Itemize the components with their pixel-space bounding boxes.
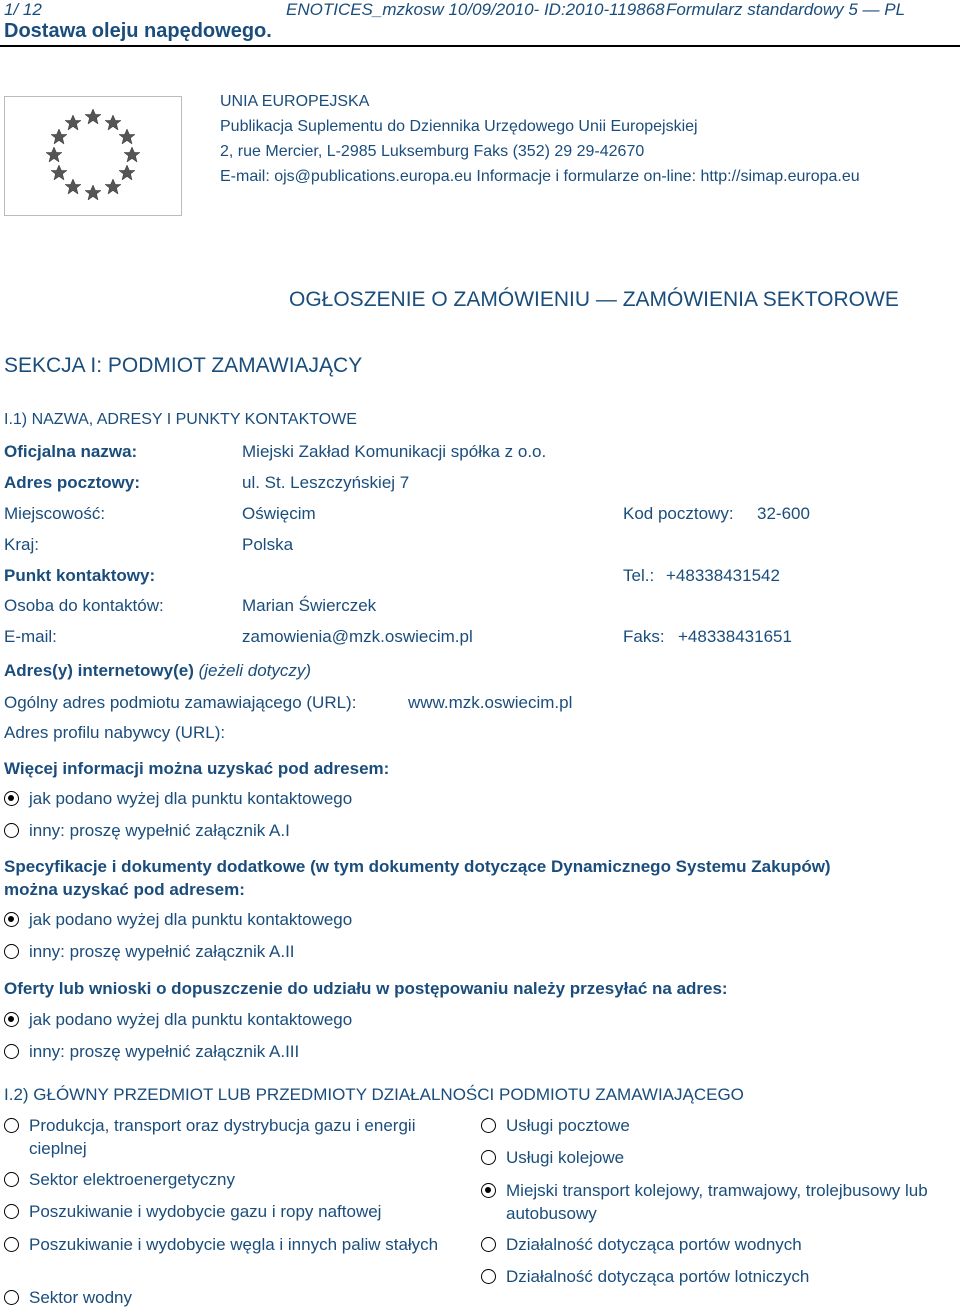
activity-right-5: Działalność dotycząca portów lotniczych [506,1267,810,1286]
activity-left-4: Poszukiwanie i wydobycie węgla i innych paliw stałych [29,1235,439,1254]
activity-left-1: Produkcja, transport oraz dystrybucja gazu i energii cieplnej [29,1116,416,1158]
more-info-radio-contact-point[interactable] [4,791,19,806]
person-value: Marian Świerczek [242,596,377,615]
activity-left-5: Sektor wodny [29,1288,132,1307]
city-label: Miejscowość: [4,504,106,523]
offers-option-2: inny: proszę wypełnić załącznik A.III [29,1042,300,1061]
activity-heading: I.2) GŁÓWNY PRZEDMIOT LUB PRZEDMIOTY DZIAŁALNOŚCI PODMIOTU ZAMAWIAJĄCEGO [4,1085,744,1104]
address-label: Adres pocztowy: [4,473,141,492]
email-value: zamowienia@mzk.oswiecim.pl [242,627,473,646]
activity-radio-urban-transport[interactable] [481,1183,496,1198]
tel-value: +48338431542 [666,566,780,585]
internet-addresses-label [4,661,311,681]
postcode-value: 32-600 [757,504,810,523]
more-info-radio-other[interactable] [4,823,19,838]
general-url-label: Ogólny adres podmiotu zamawiającego (URL): [4,693,357,712]
offers-heading: Oferty lub wnioski o dopuszczenie do udziału w postępowaniu należy przesyłać na adres: [4,979,728,998]
person-label: Osoba do kontaktów: [4,596,164,615]
publisher-line-1: UNIA EUROPEJSKA [220,93,370,110]
activity-right-1: Usługi pocztowe [506,1116,630,1135]
activity-radio-water[interactable] [4,1290,19,1305]
document-id: ENOTICES_mzkosw 10/09/2010- ID:2010-119868 [286,0,665,19]
activity-radio-gas-heat[interactable] [4,1118,19,1133]
specs-radio-other[interactable] [4,944,19,959]
activity-left-2: Sektor elektroenergetyczny [29,1170,235,1189]
activity-radio-railway[interactable] [481,1150,496,1165]
more-info-option-2: inny: proszę wypełnić załącznik A.I [29,821,290,840]
activity-radio-coal[interactable] [4,1237,19,1252]
specs-option-1: jak podano wyżej dla punktu kontaktowego [29,910,353,929]
city-value: Oświęcim [242,504,316,523]
postcode-label: Kod pocztowy: [623,504,734,523]
offers-radio-other[interactable] [4,1044,19,1059]
activity-right-3: Miejski transport kolejowy, tramwajowy, trolejbusowy lub autobusowy [506,1181,928,1223]
eu-stars-icon [5,97,181,215]
eu-flag-logo [4,96,182,216]
activity-right-2: Usługi kolejowe [506,1148,625,1167]
activity-radio-airports[interactable] [481,1269,496,1284]
official-name-value: Miejski Zakład Komunikacji spółka z o.o. [242,442,547,461]
page-number: 1/ 12 [4,0,42,19]
country-label: Kraj: [4,535,39,554]
publisher-line-4: E-mail: ojs@publications.europa.eu Informacje i formularze on-line: http://simap.europa.eu [220,168,860,185]
form-type: Formularz standardowy 5 — PL [666,0,906,19]
country-value: Polska [242,535,294,554]
specs-heading-line-2: można uzyskać pod adresem: [4,880,245,899]
header-divider [0,45,960,47]
offers-option-1: jak podano wyżej dla punktu kontaktowego [29,1010,353,1029]
internet-label-bold: Adres(y) internetowy(e) [4,661,194,680]
specs-heading-line-1: Specyfikacje i dokumenty dodatkowe (w tym dokumenty dotyczące Dynamicznego Systemu Zakupów) [4,857,831,876]
tel-label: Tel.: [623,566,655,585]
general-url-value[interactable]: www.mzk.oswiecim.pl [408,693,573,712]
contacts-heading: I.1) NAZWA, ADRESY I PUNKTY KONTAKTOWE [4,411,357,428]
offers-radio-contact-point[interactable] [4,1012,19,1027]
more-info-heading: Więcej informacji można uzyskać pod adresem: [4,759,390,778]
internet-label-italic: (jeżeli dotyczy) [198,661,312,680]
activity-left-3: Poszukiwanie i wydobycie gazu i ropy naftowej [29,1202,382,1221]
specs-option-2: inny: proszę wypełnić załącznik A.II [29,942,295,961]
contact-point-label: Punkt kontaktowy: [4,566,156,585]
fax-value: +48338431651 [678,627,792,646]
fax-label: Faks: [623,627,665,646]
activity-radio-electricity[interactable] [4,1172,19,1187]
notice-title: OGŁOSZENIE O ZAMÓWIENIU — ZAMÓWIENIA SEKTOROWE [289,288,899,311]
publisher-line-3: 2, rue Mercier, L-2985 Luksemburg Faks (352) 29 29-42670 [220,143,645,160]
official-name-label: Oficjalna nazwa: [4,442,138,461]
document-title: Dostawa oleju napędowego. [4,20,272,42]
more-info-option-1: jak podano wyżej dla punktu kontaktowego [29,789,353,808]
activity-radio-postal[interactable] [481,1118,496,1133]
specs-radio-contact-point[interactable] [4,912,19,927]
buyer-profile-label: Adres profilu nabywcy (URL): [4,723,226,742]
activity-right-4: Działalność dotycząca portów wodnych [506,1235,802,1254]
email-label: E-mail: [4,627,57,646]
address-value: ul. St. Leszczyńskiej 7 [242,473,410,492]
activity-radio-oil-gas[interactable] [4,1204,19,1219]
publisher-line-2: Publikacja Suplementu do Dziennika Urzędowego Unii Europejskiej [220,118,698,135]
activity-radio-ports[interactable] [481,1237,496,1252]
section-title: SEKCJA I: PODMIOT ZAMAWIAJĄCY [4,354,363,377]
